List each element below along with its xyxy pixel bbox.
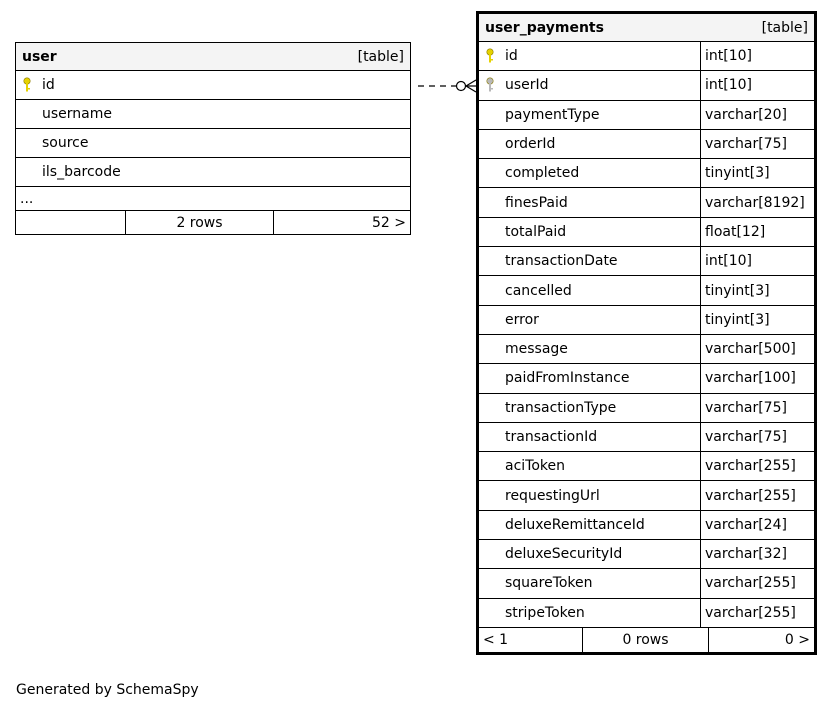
column-type: tinyint[3] <box>705 311 770 328</box>
column-name-cell <box>479 159 701 187</box>
column-type: varchar[32] <box>705 546 787 563</box>
relationship-zero-marker <box>457 82 466 91</box>
column-row[interactable] <box>479 364 814 393</box>
column-row[interactable] <box>479 71 814 100</box>
table-name: user_payments <box>485 19 604 36</box>
column-name: transactionType <box>505 399 617 416</box>
user-payments-column-list <box>479 42 814 628</box>
primary-key-icon <box>22 77 42 93</box>
column-name-cell <box>16 158 410 186</box>
footer-children[interactable]: 52 > <box>372 214 406 231</box>
column-name: id <box>505 48 518 65</box>
column-name-cell <box>16 129 410 157</box>
column-name-cell <box>479 481 701 509</box>
column-name-cell <box>479 569 701 597</box>
column-name: message <box>505 341 568 358</box>
user-payments-table[interactable] <box>476 11 817 655</box>
column-name: deluxeRemittanceId <box>505 516 645 533</box>
column-name: transactionDate <box>505 253 618 270</box>
column-row[interactable] <box>479 101 814 130</box>
column-name: paidFromInstance <box>505 370 630 387</box>
column-name-cell <box>479 101 701 129</box>
generated-by-note: Generated by SchemaSpy <box>16 682 199 698</box>
column-type: int[10] <box>705 48 752 65</box>
column-type: int[10] <box>705 253 752 270</box>
user-table[interactable] <box>15 42 411 235</box>
column-row[interactable] <box>479 394 814 423</box>
footer-parents <box>16 211 126 234</box>
column-name-cell <box>479 511 701 539</box>
column-name-cell <box>479 364 701 392</box>
column-name-cell <box>479 42 701 70</box>
column-row[interactable] <box>479 247 814 276</box>
column-row[interactable] <box>16 100 410 129</box>
column-type: tinyint[3] <box>705 282 770 299</box>
column-type: varchar[75] <box>705 399 787 416</box>
column-name: username <box>42 106 112 122</box>
column-row[interactable] <box>479 130 814 159</box>
column-name-cell <box>16 100 410 128</box>
column-type: varchar[75] <box>705 136 787 153</box>
column-row[interactable] <box>16 158 410 187</box>
primary-key-icon <box>485 48 505 64</box>
column-name: totalPaid <box>505 223 567 240</box>
column-row[interactable] <box>16 71 410 100</box>
column-name-cell <box>479 540 701 568</box>
column-name-cell <box>479 188 701 216</box>
footer-row-count: 2 rows <box>126 211 274 234</box>
column-type: varchar[100] <box>705 370 796 387</box>
column-name-cell <box>479 218 701 246</box>
table-kind: [table] <box>761 19 808 36</box>
column-name: cancelled <box>505 282 572 299</box>
column-row[interactable] <box>479 599 814 628</box>
column-row[interactable] <box>16 129 410 158</box>
column-name: paymentType <box>505 106 600 123</box>
column-row[interactable] <box>479 540 814 569</box>
column-name-cell <box>16 71 410 99</box>
column-name: aciToken <box>505 458 565 475</box>
column-row[interactable] <box>479 423 814 452</box>
column-row[interactable] <box>479 276 814 305</box>
column-type: varchar[255] <box>705 487 796 504</box>
column-type: int[10] <box>705 77 752 94</box>
column-row[interactable] <box>479 306 814 335</box>
column-type: varchar[24] <box>705 516 787 533</box>
column-name: error <box>505 311 539 328</box>
column-row[interactable] <box>479 452 814 481</box>
column-type: tinyint[3] <box>705 165 770 182</box>
column-type: float[12] <box>705 223 766 240</box>
column-name: id <box>42 77 55 93</box>
column-name-cell <box>479 247 701 275</box>
column-name: stripeToken <box>505 604 585 621</box>
column-row[interactable] <box>479 481 814 510</box>
footer-children: 0 > <box>784 631 810 648</box>
column-row[interactable] <box>479 569 814 598</box>
column-type: varchar[255] <box>705 458 796 475</box>
user-column-list <box>16 71 410 187</box>
column-type: varchar[8192] <box>705 194 805 211</box>
column-name: completed <box>505 165 580 182</box>
column-name: transactionId <box>505 429 598 445</box>
column-row[interactable] <box>479 188 814 217</box>
column-type: varchar[20] <box>705 106 787 123</box>
column-row[interactable] <box>479 335 814 364</box>
column-name-cell <box>479 276 701 304</box>
table-name: user <box>22 48 57 65</box>
user-payments-table-footer <box>479 628 814 652</box>
column-type: varchar[75] <box>705 429 787 445</box>
column-name: ils_barcode <box>42 164 121 180</box>
column-row[interactable] <box>479 159 814 188</box>
column-name: requestingUrl <box>505 487 600 504</box>
column-type: varchar[255] <box>705 575 796 592</box>
column-name: deluxeSecurityId <box>505 546 623 563</box>
column-row[interactable] <box>479 511 814 540</box>
column-name: userId <box>505 77 549 94</box>
column-name-cell <box>479 394 701 422</box>
user-table-header[interactable] <box>16 43 410 71</box>
more-columns-ellipsis: ... <box>16 187 410 211</box>
column-name: squareToken <box>505 575 593 592</box>
footer-parents[interactable]: < 1 <box>479 628 583 652</box>
column-name-cell <box>479 335 701 363</box>
column-type: varchar[255] <box>705 604 796 621</box>
crowfoot-upper <box>466 80 476 86</box>
column-row[interactable] <box>479 218 814 247</box>
footer-row-count: 0 rows <box>583 628 709 652</box>
column-name-cell <box>479 452 701 480</box>
crowfoot-lower <box>466 86 476 92</box>
column-name-cell <box>479 423 701 451</box>
column-name-cell <box>479 599 701 627</box>
column-name: finesPaid <box>505 194 568 211</box>
column-type: varchar[500] <box>705 341 796 358</box>
column-name-cell <box>479 306 701 334</box>
column-name: source <box>42 135 89 151</box>
column-row[interactable] <box>479 42 814 71</box>
column-name-cell <box>479 130 701 158</box>
column-name-cell <box>479 71 701 99</box>
column-name: orderId <box>505 136 556 153</box>
foreign-key-icon <box>485 77 505 93</box>
table-kind: [table] <box>357 48 404 65</box>
user-payments-table-header[interactable] <box>479 14 814 42</box>
user-table-footer <box>16 211 410 234</box>
